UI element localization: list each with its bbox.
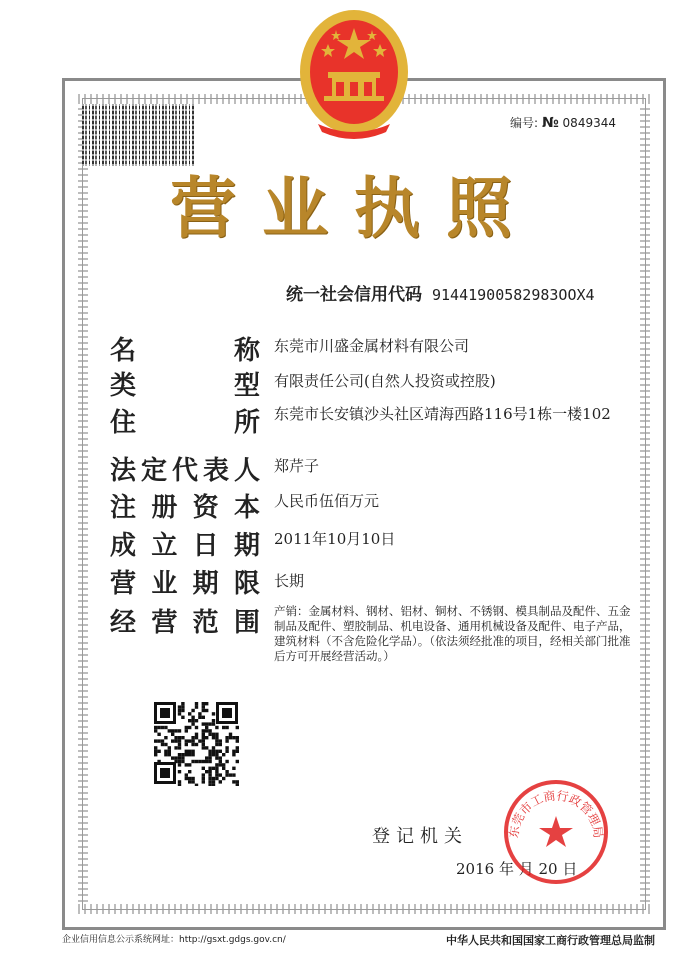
qr-module — [202, 702, 205, 705]
qr-module — [157, 750, 160, 753]
qr-module — [208, 733, 211, 736]
label-char: 型 — [233, 371, 260, 401]
label-char: 法 — [110, 456, 137, 486]
qr-module — [178, 729, 181, 732]
qr-module — [188, 777, 191, 780]
qr-module — [178, 770, 181, 773]
qr-module — [188, 739, 191, 742]
qr-module — [178, 780, 181, 783]
qr-module — [195, 702, 198, 705]
qr-module — [215, 773, 218, 776]
qr-module — [174, 746, 177, 749]
qr-module — [236, 746, 239, 749]
qr-module — [195, 736, 198, 739]
registration-authority-label: 登记机关 — [372, 826, 468, 847]
qr-module — [202, 743, 205, 746]
field-value: 人民币伍佰万元 — [274, 492, 380, 510]
qr-module — [198, 739, 201, 742]
qr-module — [178, 753, 181, 756]
qr-module — [181, 753, 184, 756]
qr-module — [215, 770, 218, 773]
qr-module — [225, 760, 228, 763]
field-value: 郑芹子 — [274, 457, 320, 475]
qr-module — [157, 739, 160, 742]
qr-module — [208, 773, 211, 776]
qr-module — [205, 746, 208, 749]
qr-module — [154, 739, 157, 742]
qr-module — [219, 760, 222, 763]
label-char: 期 — [192, 569, 219, 599]
qr-module — [225, 739, 228, 742]
label-char: 围 — [233, 608, 260, 638]
label-char: 定 — [140, 456, 167, 486]
qr-module — [161, 739, 164, 742]
qr-module — [181, 760, 184, 763]
qr-module — [157, 733, 160, 736]
qr-module — [225, 750, 228, 753]
qr-module — [208, 770, 211, 773]
qr-module — [198, 760, 201, 763]
qr-module — [202, 767, 205, 770]
qr-module — [178, 712, 181, 715]
qr-module — [191, 716, 194, 719]
qr-module — [198, 712, 201, 715]
label-char: 业 — [151, 569, 178, 599]
label-char: 本 — [233, 493, 260, 523]
qr-module — [188, 726, 191, 729]
qr-module — [202, 722, 205, 725]
qr-module — [229, 733, 232, 736]
qr-module — [164, 743, 167, 746]
qr-module — [202, 739, 205, 742]
label-char: 营 — [110, 569, 137, 599]
qr-module — [191, 780, 194, 783]
label-char: 营 — [151, 608, 178, 638]
label-char: 范 — [192, 608, 219, 638]
qr-module — [154, 726, 157, 729]
qr-module — [154, 746, 157, 749]
qr-module — [208, 750, 211, 753]
qr-module — [212, 719, 215, 722]
qr-module — [219, 743, 222, 746]
label-char: 人 — [233, 456, 260, 486]
qr-module — [212, 767, 215, 770]
qr-module — [236, 760, 239, 763]
national-emblem-icon — [298, 6, 410, 142]
qr-module — [205, 726, 208, 729]
qr-module — [188, 753, 191, 756]
qr-module — [208, 722, 211, 725]
label-char: 日 — [192, 531, 219, 561]
qr-module — [205, 770, 208, 773]
qr-module — [168, 729, 171, 732]
qr-module — [195, 784, 198, 786]
qr-module — [208, 767, 211, 770]
qr-module — [178, 756, 181, 759]
qr-module — [185, 743, 188, 746]
qr-module — [154, 753, 157, 756]
qr-module — [191, 709, 194, 712]
qr-module — [188, 770, 191, 773]
label-char: 注 — [110, 493, 137, 523]
qr-module — [212, 722, 215, 725]
qr-module — [212, 750, 215, 753]
qr-module — [168, 746, 171, 749]
qr-module — [222, 763, 225, 766]
label-char: 期 — [233, 531, 260, 561]
qr-module — [202, 773, 205, 776]
qr-module — [236, 736, 239, 739]
official-seal-icon — [500, 776, 612, 888]
qr-module — [171, 739, 174, 742]
qr-module — [191, 736, 194, 739]
qr-module — [219, 756, 222, 759]
label-char: 成 — [110, 531, 137, 561]
qr-module — [219, 750, 222, 753]
label-char: 经 — [110, 608, 137, 638]
qr-module — [202, 716, 205, 719]
qr-module — [215, 777, 218, 780]
qr-module — [219, 763, 222, 766]
qr-module — [205, 729, 208, 732]
qr-module — [212, 777, 215, 780]
qr-module — [205, 760, 208, 763]
qr-module — [191, 743, 194, 746]
qr-module — [157, 726, 160, 729]
qr-module — [171, 733, 174, 736]
qr-module — [215, 733, 218, 736]
qr-module — [181, 705, 184, 708]
qr-module — [232, 773, 235, 776]
qr-module — [185, 753, 188, 756]
field-value: 东莞市川盛金属材料有限公司 — [274, 337, 470, 355]
qr-module — [236, 750, 239, 753]
label-char: 代 — [171, 456, 198, 486]
qr-code — [152, 700, 240, 786]
qr-module — [219, 773, 222, 776]
qr-module — [178, 746, 181, 749]
qr-module — [185, 777, 188, 780]
qr-module — [205, 736, 208, 739]
qr-module — [188, 712, 191, 715]
qr-module — [185, 739, 188, 742]
qr-module — [191, 750, 194, 753]
qr-module — [164, 736, 167, 739]
qr-module — [168, 750, 171, 753]
qr-module — [225, 726, 228, 729]
serial-label: 编号: — [510, 116, 539, 130]
qr-module — [191, 739, 194, 742]
qr-module — [195, 760, 198, 763]
field-value: 东莞市长安镇沙头社区靖海西路116号1栋一楼102 — [274, 405, 611, 423]
qr-module — [202, 729, 205, 732]
field-value: 有限责任公司(自然人投资或控股) — [274, 372, 496, 390]
qr-module — [225, 773, 228, 776]
label-char: 表 — [202, 456, 229, 486]
qr-module — [208, 780, 211, 783]
qr-module — [161, 743, 164, 746]
qr-module — [232, 736, 235, 739]
qr-module — [225, 736, 228, 739]
label-char: 册 — [151, 493, 178, 523]
qr-module — [198, 716, 201, 719]
qr-module — [232, 780, 235, 783]
qr-module — [185, 750, 188, 753]
qr-module — [191, 722, 194, 725]
qr-module — [232, 753, 235, 756]
qr-module — [195, 733, 198, 736]
qr-module — [215, 736, 218, 739]
qr-module — [168, 753, 171, 756]
qr-module — [178, 705, 181, 708]
label-char: 名 — [110, 336, 137, 366]
label-char: 限 — [233, 569, 260, 599]
qr-module — [174, 739, 177, 742]
qr-module — [215, 756, 218, 759]
qr-module — [208, 753, 211, 756]
qr-module — [178, 709, 181, 712]
qr-module — [208, 777, 211, 780]
qr-module — [164, 726, 167, 729]
qr-module — [202, 705, 205, 708]
qr-module — [188, 750, 191, 753]
field-value: 长期 — [274, 572, 305, 590]
qr-module — [236, 739, 239, 742]
qr-module — [222, 767, 225, 770]
qr-module — [215, 743, 218, 746]
qr-module — [205, 709, 208, 712]
credit-code — [286, 280, 595, 305]
qr-module — [212, 746, 215, 749]
field-label — [110, 450, 260, 487]
qr-module — [215, 763, 218, 766]
qr-module — [178, 739, 181, 742]
qr-module — [236, 726, 239, 729]
qr-module — [191, 777, 194, 780]
qr-module — [215, 750, 218, 753]
footer-website: 企业信用信息公示系统网址：http://gsxt.gdgs.gov.cn/ — [62, 935, 286, 945]
qr-module — [164, 750, 167, 753]
qr-module — [205, 722, 208, 725]
qr-module — [215, 767, 218, 770]
qr-module — [212, 784, 215, 786]
qr-module — [154, 750, 157, 753]
qr-module — [236, 784, 239, 786]
qr-module — [195, 743, 198, 746]
credit-code-value: 91441900582983OOX4 — [432, 286, 595, 304]
qr-module — [215, 753, 218, 756]
serial-symbol: № — [541, 115, 559, 131]
qr-module — [181, 709, 184, 712]
qr-module — [174, 736, 177, 739]
field-label — [110, 602, 260, 639]
qr-module — [212, 736, 215, 739]
qr-module — [208, 784, 211, 786]
serial-value: 0849344 — [562, 116, 616, 130]
qr-module — [232, 750, 235, 753]
qr-module — [181, 702, 184, 705]
qr-module — [174, 729, 177, 732]
label-char: 所 — [233, 408, 260, 438]
qr-module — [181, 736, 184, 739]
label-char: 立 — [151, 531, 178, 561]
qr-module — [205, 702, 208, 705]
qr-module — [178, 763, 181, 766]
field-label — [110, 402, 260, 439]
qr-module — [195, 719, 198, 722]
qr-module — [188, 719, 191, 722]
qr-module — [178, 736, 181, 739]
document-title: 营业执照 — [170, 169, 538, 247]
credit-code-label: 统一社会信用代码 — [286, 285, 422, 305]
qr-module — [212, 753, 215, 756]
qr-module — [212, 733, 215, 736]
qr-module — [178, 760, 181, 763]
serial-number — [510, 114, 616, 131]
qr-module — [202, 760, 205, 763]
qr-module — [222, 753, 225, 756]
label-char: 类 — [110, 371, 137, 401]
qr-module — [202, 736, 205, 739]
qr-module — [222, 777, 225, 780]
label-char: 住 — [110, 408, 137, 438]
qr-module — [181, 716, 184, 719]
qr-module — [229, 736, 232, 739]
qr-module — [208, 756, 211, 759]
qr-module — [171, 729, 174, 732]
qr-module — [178, 743, 181, 746]
qr-module — [212, 712, 215, 715]
field-label — [110, 365, 260, 402]
qr-module — [185, 726, 188, 729]
qr-module — [185, 773, 188, 776]
label-char: 资 — [192, 493, 219, 523]
qr-module — [236, 780, 239, 783]
qr-module — [188, 763, 191, 766]
qr-module — [185, 763, 188, 766]
field-label — [110, 330, 260, 367]
qr-module — [225, 746, 228, 749]
qr-module — [215, 726, 218, 729]
qr-module — [219, 739, 222, 742]
qr-module — [202, 709, 205, 712]
field-value: 产销：金属材料、钢材、铝材、铜材、不锈钢、模具制品及配件、五金制品及配件、塑胶制品、机电设备、通用机械设备及配件、电子产品，建筑材料（不含危险化学品）。（依法须经批准的项目，经相关部门批准后方可开展经营活动。） — [274, 604, 631, 663]
qr-module — [191, 760, 194, 763]
qr-module — [222, 726, 225, 729]
qr-module — [232, 767, 235, 770]
qr-module — [215, 739, 218, 742]
qr-module — [202, 780, 205, 783]
field-label — [110, 487, 260, 524]
issue-date: 2016 年 月 20 日 — [456, 860, 578, 878]
qr-module — [185, 729, 188, 732]
field-label — [110, 563, 260, 600]
seal-text: 东莞市工商行政管理局 — [506, 788, 606, 839]
qr-module — [219, 780, 222, 783]
label-char: 称 — [233, 336, 260, 366]
qr-module — [208, 760, 211, 763]
qr-module — [195, 705, 198, 708]
field-value: 2011年10月10日 — [274, 530, 396, 548]
qr-module — [171, 756, 174, 759]
qr-module — [229, 773, 232, 776]
barcode — [82, 104, 194, 166]
qr-module — [208, 729, 211, 732]
qr-module — [191, 719, 194, 722]
qr-module — [205, 756, 208, 759]
footer-issuer: 中华人民共和国国家工商行政管理总局监制 — [446, 934, 655, 947]
qr-module — [202, 746, 205, 749]
qr-module — [212, 780, 215, 783]
field-label — [110, 525, 260, 562]
qr-module — [202, 733, 205, 736]
qr-module — [164, 753, 167, 756]
qr-module — [202, 777, 205, 780]
qr-module — [191, 753, 194, 756]
qr-module — [161, 726, 164, 729]
qr-module — [188, 780, 191, 783]
qr-module — [225, 770, 228, 773]
qr-module — [181, 756, 184, 759]
qr-module — [178, 784, 181, 786]
qr-module — [154, 729, 157, 732]
qr-module — [195, 726, 198, 729]
qr-module — [174, 756, 177, 759]
